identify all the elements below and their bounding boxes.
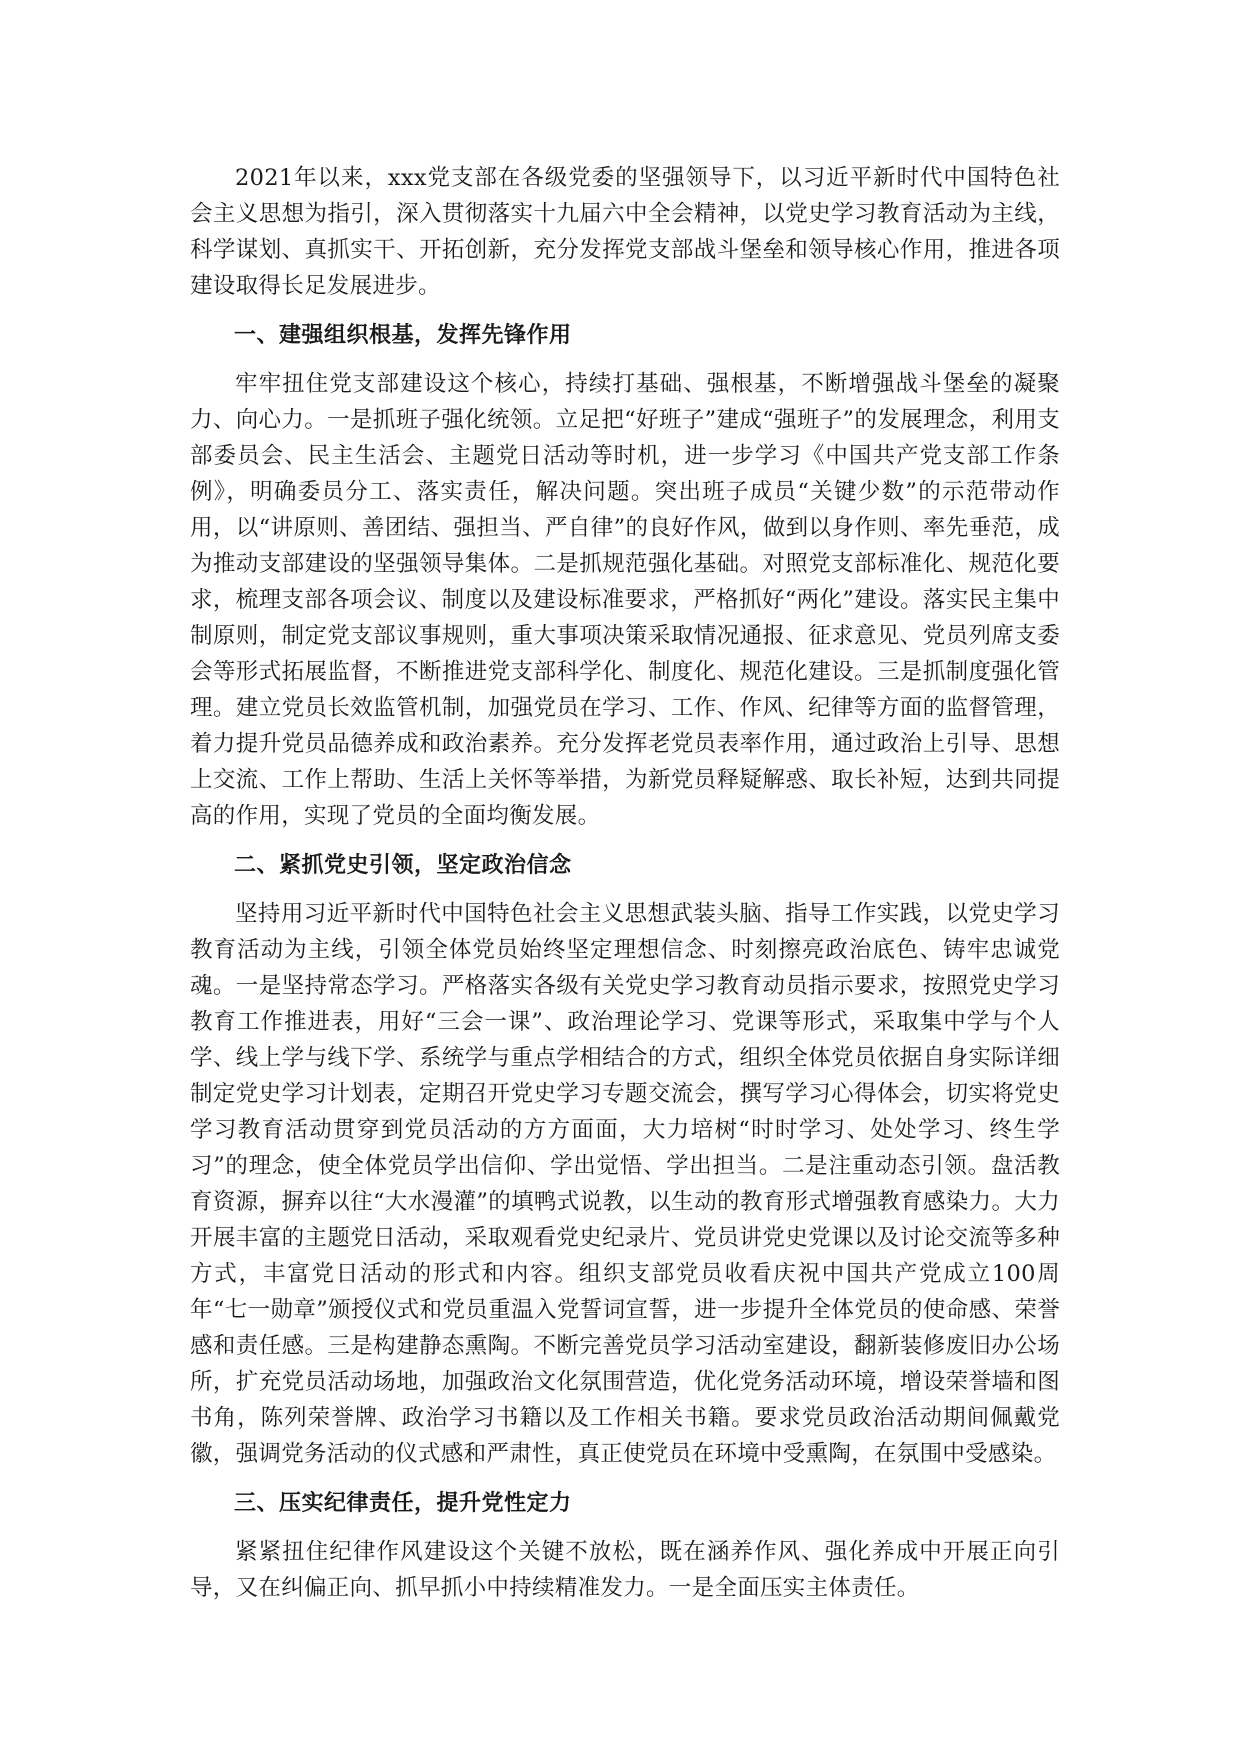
section-1-body: 牢牢扭住党支部建设这个核心，持续打基础、强根基，不断增强战斗堡垒的凝聚力、向心力。一是抓班子强化统领。立足把“好班子”建成“强班子”的发展理念，利用支部委员会、民主生活会、主题党日活动等时机，进一步学习《中国共产党支部工作条例》，明确委员分工、落实责任，解决问题。突出班子成员“关键少数”的示范带动作用，以“讲原则、善团结、强担当、严自律”的良好作风，做到以身作则、率先垂范，成为推动支部建设的坚强领导集体。二是抓规范强化基础。对照党支部标准化、规范化要求，梳理支部各项会议、制度以及建设标准要求，严格抓好“两化”建设。落实民主集中制原则，制定党支部议事规则，重大事项决策采取情况通报、征求意见、党员列席支委会等形式拓展监督，不断推进党支部科学化、制度化、规范化建设。三是抓制度强化管理。建立党员长效监管机制，加强党员在学习、工作、作风、纪律等方面的监督管理，着力提升党员品德养成和政治素养。充分发挥老党员表率作用，通过政治上引导、思想上交流、工作上帮助、生活上关怀等举措，为新党员释疑解惑、取长补短，达到共同提高的作用，实现了党员的全面均衡发展。	[190, 371, 1060, 829]
document-page	[190, 160, 1060, 1606]
section-1-heading: 一、建强组织根基，发挥先锋作用	[234, 323, 572, 348]
section-2-heading: 二、紧抓党史引领，坚定政治信念	[234, 853, 572, 878]
section-3-heading: 三、压实纪律责任，提升党性定力	[234, 1491, 572, 1516]
intro-paragraph: 2021年以来，xxx党支部在各级党委的坚强领导下，以习近平新时代中国特色社会主义思想为指引，深入贯彻落实十九届六中全会精神，以党史学习教育活动为主线，科学谋划、真抓实干、开拓创新，充分发挥党支部战斗堡垒和领导核心作用，推进各项建设取得长足发展进步。	[190, 165, 1060, 299]
section-2-body: 坚持用习近平新时代中国特色社会主义思想武装头脑、指导工作实践，以党史学习教育活动为主线，引领全体党员始终坚定理想信念、时刻擦亮政治底色、铸牢忠诚党魂。一是坚持常态学习。严格落实各级有关党史学习教育动员指示要求，按照党史学习教育工作推进表，用好“三会一课”、政治理论学习、党课等形式，采取集中学与个人学、线上学与线下学、系统学与重点学相结合的方式，组织全体党员依据自身实际详细制定党史学习计划表，定期召开党史学习专题交流会，撰写学习心得体会，切实将党史学习教育活动贯穿到党员活动的方方面面，大力培树“时时学习、处处学习、终生学习”的理念，使全体党员学出信仰、学出觉悟、学出担当。二是注重动态引领。盘活教育资源，摒弃以往“大水漫灌”的填鸭式说教，以生动的教育形式增强教育感染力。大力开展丰富的主题党日活动，采取观看党史纪录片、党员讲党史党课以及讨论交流等多种方式，丰富党日活动的形式和内容。组织支部党员收看庆祝中国共产党成立100周年“七一勋章”颁授仪式和党员重温入党誓词宣誓，进一步提升全体党员的使命感、荣誉感和责任感。三是构建静态熏陶。不断完善党员学习活动室建设，翻新装修废旧办公场所，扩充党员活动场地，加强政治文化氛围营造，优化党务活动环境，增设荣誉墙和图书角，陈列荣誉牌、政治学习书籍以及工作相关书籍。要求党员政治活动期间佩戴党徽，强调党务活动的仪式感和严肃性，真正使党员在环境中受熏陶，在氛围中受感染。	[190, 901, 1060, 1467]
section-3-body: 紧紧扭住纪律作风建设这个关键不放松，既在涵养作风、强化养成中开展正向引导，又在纠偏正向、抓早抓小中持续精准发力。一是全面压实主体责任。	[190, 1539, 1060, 1601]
